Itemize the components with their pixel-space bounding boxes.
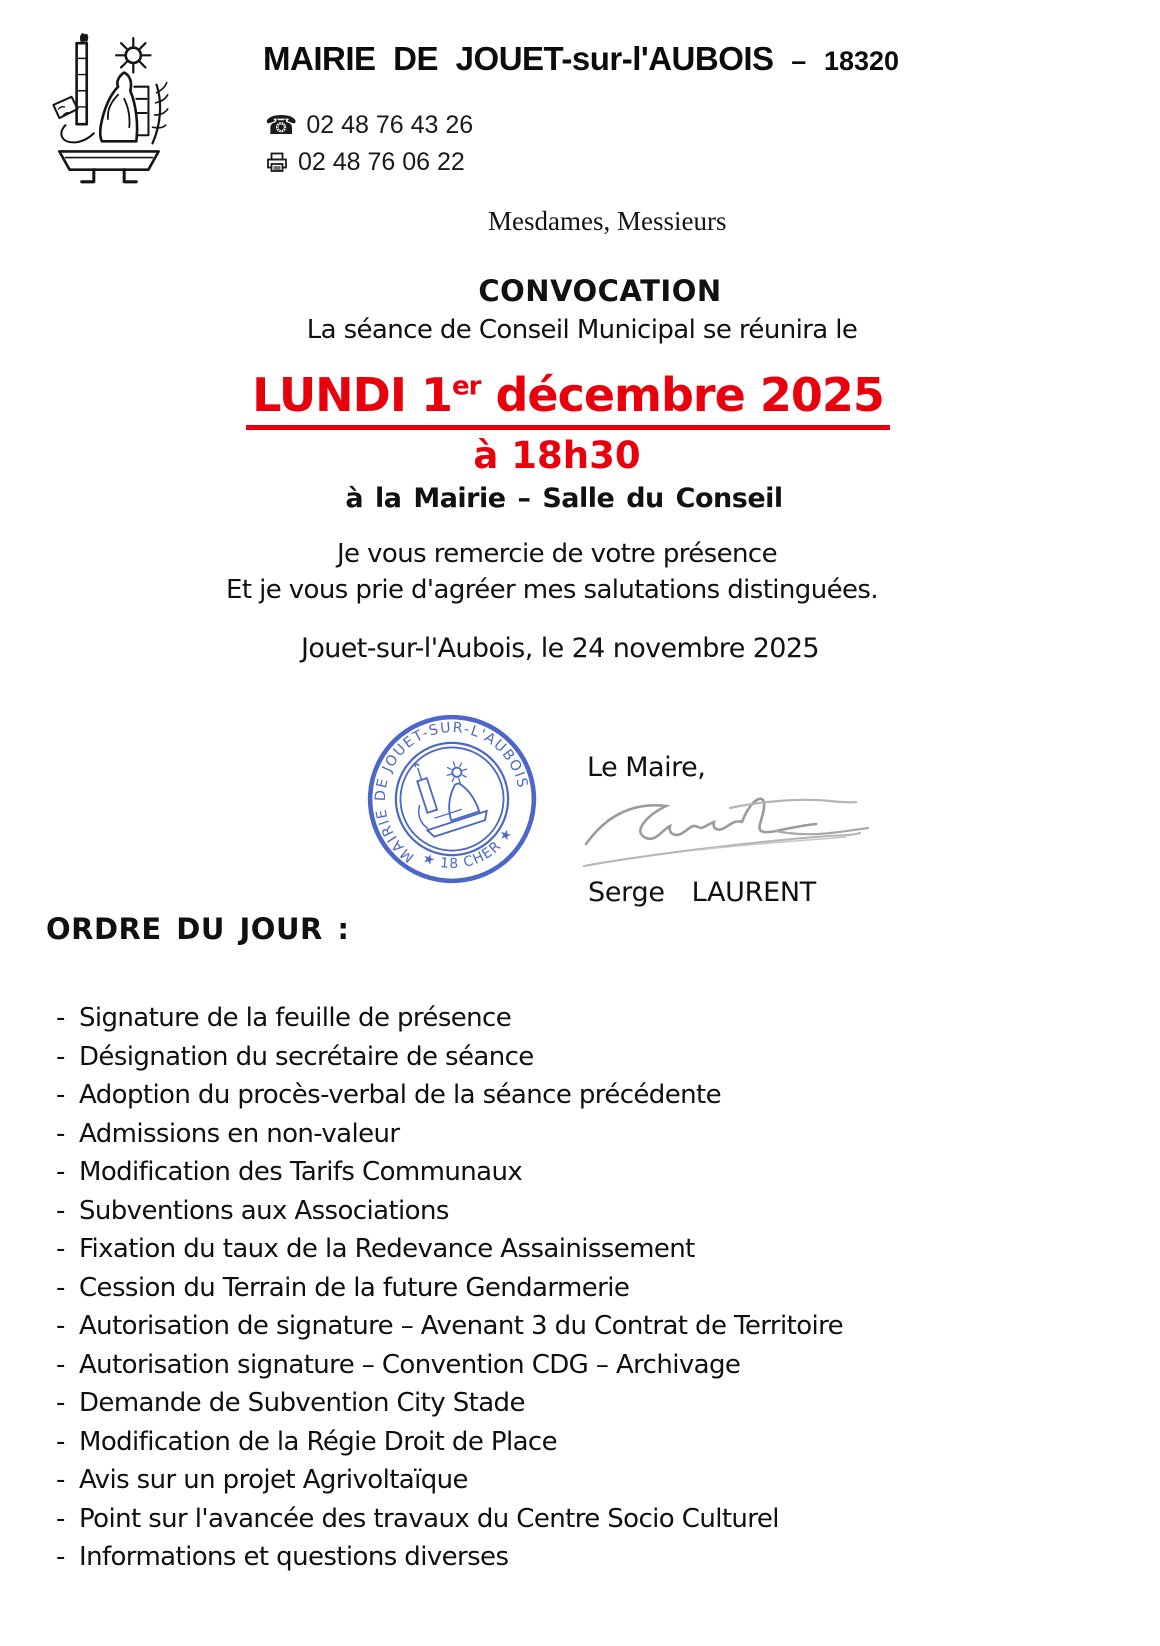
convocation-intro: La séance de Conseil Municipal se réunira le (306, 315, 858, 345)
phone-row (265, 112, 473, 138)
title-separator: – (791, 46, 807, 76)
bullet-dash: - (56, 1503, 65, 1534)
agenda-item (56, 1076, 1106, 1115)
fax-number: 02 48 76 06 22 (298, 147, 465, 176)
agenda-item-label: Signature de la feuille de présence (79, 1003, 512, 1033)
agenda-item-label: Cession du Terrain de la future Gendarmerie (79, 1272, 630, 1303)
town-coat-of-arms-icon (43, 28, 175, 198)
agenda-item (56, 1461, 1106, 1500)
agenda-item-label: Autorisation de signature – Avenant 3 du Contrat de Territoire (79, 1311, 844, 1341)
meeting-date (0, 368, 1160, 430)
agenda-item-label: Point sur l'avancée des travaux du Centre Socio Culturel (79, 1503, 779, 1534)
fax-icon (265, 150, 289, 174)
bullet-dash: - (56, 1041, 65, 1072)
fax-row (265, 149, 465, 175)
salutation: Mesdames, Messieurs (488, 206, 727, 236)
place-dateline: Jouet-sur-l'Aubois, le 24 novembre 2025 (300, 633, 820, 664)
stamp-bottom-text: ★ 18 CHER ★ (420, 824, 517, 873)
agenda-item-label: Demande de Subvention City Stade (79, 1388, 525, 1418)
bullet-dash: - (56, 1080, 65, 1110)
bullet-dash: - (56, 1234, 65, 1264)
bullet-dash: - (56, 1349, 65, 1380)
agenda-item (56, 1192, 1106, 1231)
meeting-date-rest: décembre 2025 (480, 368, 884, 422)
agenda-item-label: Avis sur un projet Agrivoltaïque (79, 1465, 468, 1495)
courtesy-line-1: Je vous remercie de votre présence (336, 539, 777, 569)
courtesy-line-2: Et je vous prie d'agréer mes salutations distinguées. (226, 575, 878, 605)
agenda-heading: ORDRE DU JOUR : (46, 912, 350, 946)
agenda-item-label: Modification des Tarifs Communaux (79, 1157, 523, 1187)
bullet-dash: - (56, 1157, 65, 1187)
agenda-item (56, 1115, 1106, 1154)
bullet-dash: - (56, 1311, 65, 1341)
phone-icon: ☎ (265, 110, 298, 140)
agenda-item (56, 1269, 1106, 1308)
agenda-item-label: Modification de la Régie Droit de Place (79, 1426, 558, 1457)
agenda-item (56, 1038, 1106, 1077)
signer-last-name: LAURENT (691, 877, 816, 908)
title-main: MAIRIE DE JOUET-sur-l'AUBOIS (263, 40, 774, 77)
meeting-time: à 18h30 (473, 434, 641, 477)
handwritten-signature (578, 780, 896, 880)
agenda-item-label: Subventions aux Associations (79, 1195, 449, 1226)
agenda-item-label: Autorisation signature – Convention CDG – Archivage (79, 1349, 741, 1380)
phone-number: 02 48 76 43 26 (306, 110, 474, 139)
agenda-item-label: Informations et questions diverses (79, 1542, 509, 1572)
agenda-item (56, 1538, 1106, 1577)
bullet-dash: - (56, 1272, 65, 1303)
agenda-item (56, 1346, 1106, 1385)
agenda-item (56, 999, 1106, 1038)
stamp-ring-text: MAIRIE DE JOUET-SUR-L'AUBOIS (372, 719, 531, 866)
agenda-list (56, 999, 1106, 1577)
bullet-dash: - (56, 1195, 65, 1226)
agenda-item-label: Adoption du procès-verbal de la séance précédente (79, 1080, 721, 1110)
postal-code: 18320 (823, 46, 900, 76)
agenda-item (56, 1500, 1106, 1539)
bullet-dash: - (56, 1465, 65, 1495)
bullet-dash: - (56, 1388, 65, 1418)
meeting-date-text: LUNDI 1 (252, 368, 452, 422)
convocation-heading: CONVOCATION (478, 274, 722, 308)
bullet-dash: - (56, 1542, 65, 1572)
agenda-item-label: Admissions en non-valeur (79, 1118, 400, 1149)
signer-first-name: Serge (588, 877, 665, 908)
agenda-item (56, 1153, 1106, 1192)
bullet-dash: - (56, 1426, 65, 1457)
agenda-item (56, 1307, 1106, 1346)
bullet-dash: - (56, 1118, 65, 1149)
agenda-item (56, 1384, 1106, 1423)
ordinal-suffix: er (451, 371, 481, 402)
document-title (263, 40, 899, 78)
signer-role: Le Maire, (587, 752, 706, 783)
municipal-stamp (360, 707, 544, 891)
agenda-item (56, 1230, 1106, 1269)
meeting-location: à la Mairie – Salle du Conseil (345, 483, 783, 514)
agenda-item-label: Fixation du taux de la Redevance Assainissement (79, 1234, 695, 1264)
signer-name (588, 877, 816, 908)
agenda-item (56, 1423, 1106, 1462)
agenda-item-label: Désignation du secrétaire de séance (79, 1041, 534, 1072)
bullet-dash: - (56, 1003, 65, 1033)
